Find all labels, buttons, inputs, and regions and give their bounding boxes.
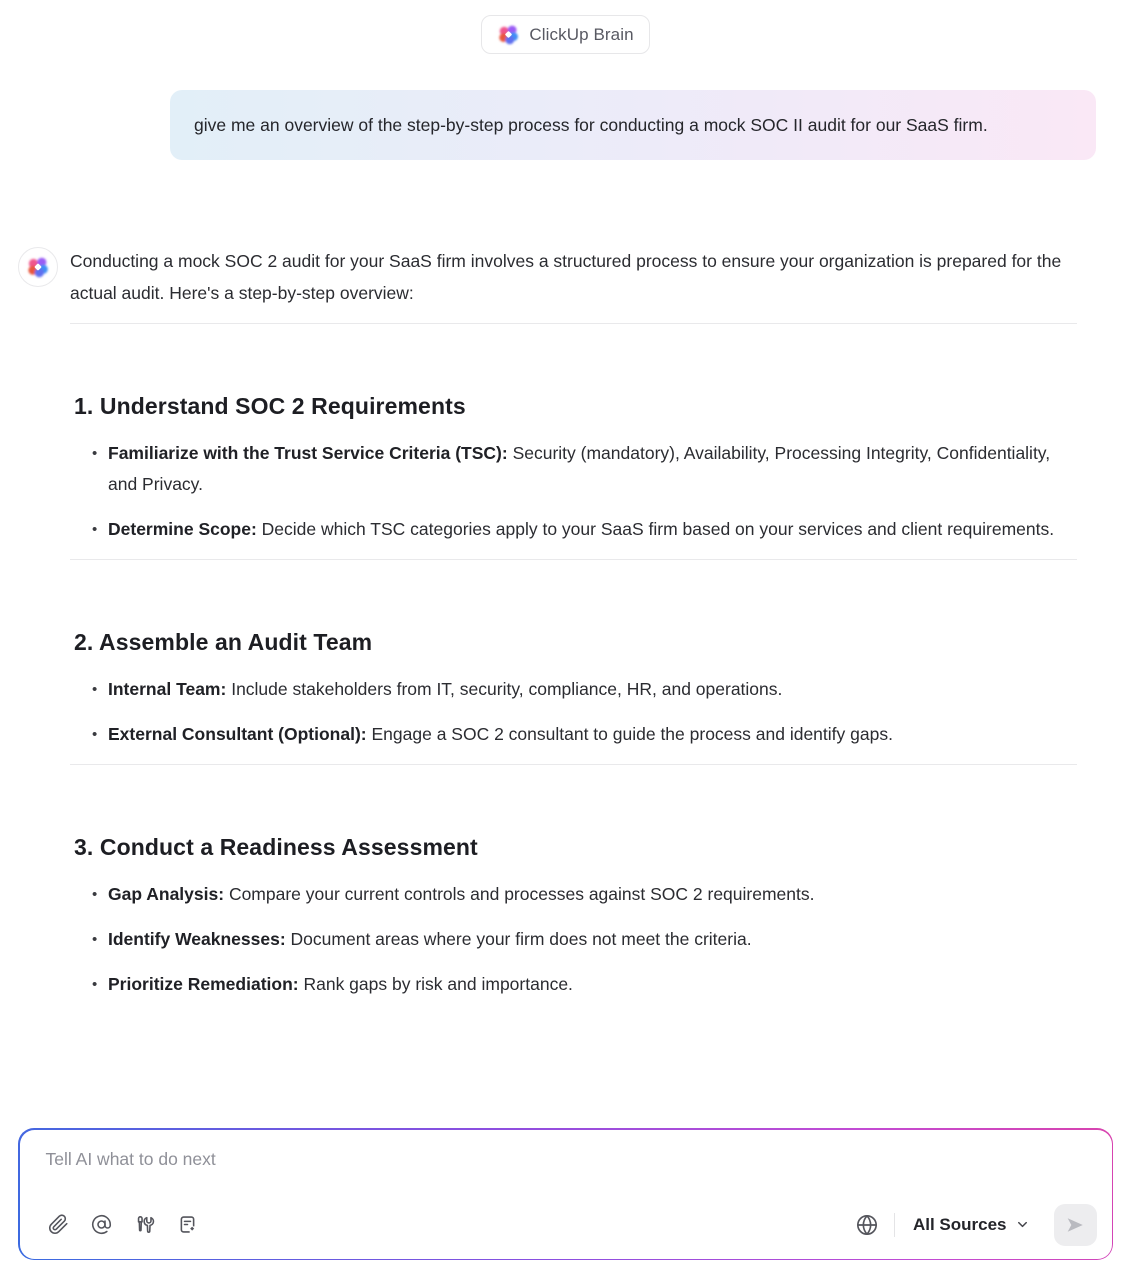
bullet-text: Decide which TSC categories apply to your SaaS firm based on your services and client requirements.	[261, 519, 1055, 539]
composer-left-actions	[44, 1210, 203, 1240]
user-message-text: give me an overview of the step-by-step process for conducting a mock SOC II audit for our SaaS firm.	[194, 115, 988, 135]
mention-icon	[91, 1214, 112, 1235]
bullet-label: Gap Analysis:	[108, 884, 225, 904]
sources-label: All Sources	[912, 1214, 1007, 1234]
section-heading: 2. Assemble an Audit Team	[74, 629, 373, 655]
section-divider	[70, 764, 1077, 765]
sources-dropdown[interactable]	[907, 1211, 1036, 1239]
assistant-section	[70, 559, 1077, 750]
assistant-section	[70, 323, 1077, 545]
bullet-label: Familiarize with the Trust Service Criteria (TSC):	[108, 443, 508, 463]
bullet-item	[70, 514, 1077, 545]
assistant-message-content	[70, 245, 1077, 1014]
section-heading: 1. Understand SOC 2 Requirements	[74, 393, 466, 419]
composer-inner	[20, 1130, 1112, 1259]
assistant-section	[70, 764, 1077, 1000]
bullet-text: Compare your current controls and processes against SOC 2 requirements.	[228, 884, 815, 904]
clickup-brain-logo-icon	[497, 23, 520, 46]
ai-prompt-input[interactable]	[20, 1130, 1112, 1204]
bullet-item	[70, 674, 1077, 705]
bullet-item	[70, 879, 1077, 910]
clickup-brain-logo-icon	[26, 255, 50, 279]
bullet-item	[70, 438, 1077, 500]
section-bullets	[70, 438, 1077, 545]
paperclip-icon	[48, 1214, 69, 1235]
mention-button[interactable]	[87, 1210, 117, 1240]
send-icon	[1064, 1214, 1086, 1236]
attach-file-button[interactable]	[44, 1210, 74, 1240]
section-divider	[70, 323, 1077, 324]
bullet-label: Identify Weaknesses:	[108, 929, 286, 949]
bullet-dot-icon: •	[92, 726, 98, 743]
bullet-text: Security (mandatory), Availability, Processing Integrity, Confidentiality, and Privacy.	[108, 443, 1051, 494]
assistant-sections	[70, 323, 1077, 1000]
composer-toolbar	[20, 1204, 1112, 1259]
bullet-dot-icon: •	[92, 445, 98, 462]
tools-icon	[134, 1214, 155, 1235]
bullet-item	[70, 969, 1077, 1000]
header	[0, 0, 1131, 54]
section-bullets	[70, 674, 1077, 750]
globe-icon	[856, 1214, 878, 1236]
prompt-template-icon	[177, 1214, 198, 1235]
user-message-row	[170, 90, 1096, 160]
chevron-down-icon	[1015, 1217, 1030, 1232]
bullet-label: Prioritize Remediation:	[108, 974, 299, 994]
bullet-dot-icon: •	[92, 931, 98, 948]
toolbar-divider	[894, 1213, 895, 1237]
bullet-dot-icon: •	[92, 976, 98, 993]
prompt-templates-button[interactable]	[173, 1210, 203, 1240]
bullet-text: Engage a SOC 2 consultant to guide the process and identify gaps.	[371, 724, 893, 744]
composer-right-actions	[852, 1204, 1097, 1246]
bullet-text: Rank gaps by risk and importance.	[303, 974, 573, 994]
composer	[18, 1128, 1113, 1260]
bullet-label: Determine Scope:	[108, 519, 257, 539]
section-heading: 3. Conduct a Readiness Assessment	[74, 834, 478, 860]
bullet-label: Internal Team:	[108, 679, 227, 699]
tools-button[interactable]	[130, 1210, 160, 1240]
bullet-label: External Consultant (Optional):	[108, 724, 367, 744]
send-button[interactable]	[1054, 1204, 1097, 1246]
bullet-item	[70, 924, 1077, 955]
bullet-dot-icon: •	[92, 886, 98, 903]
bullet-text: Include stakeholders from IT, security, compliance, HR, and operations.	[231, 679, 783, 699]
web-search-button[interactable]	[852, 1210, 882, 1240]
bullet-dot-icon: •	[92, 521, 98, 538]
assistant-message-row	[0, 245, 1131, 1014]
user-message-bubble	[170, 90, 1096, 160]
assistant-intro: Conducting a mock SOC 2 audit for your SaaS firm involves a structured process to ensure your organization is prepared for the actual audit. Here's a step-by-step overview:	[70, 251, 1062, 303]
badge-label: ClickUp Brain	[529, 24, 634, 44]
assistant-avatar	[18, 247, 58, 287]
section-divider	[70, 559, 1077, 560]
section-bullets	[70, 879, 1077, 1000]
bullet-dot-icon: •	[92, 681, 98, 698]
clickup-brain-badge	[481, 15, 649, 54]
bullet-text: Document areas where your firm does not meet the criteria.	[290, 929, 752, 949]
bullet-item	[70, 719, 1077, 750]
